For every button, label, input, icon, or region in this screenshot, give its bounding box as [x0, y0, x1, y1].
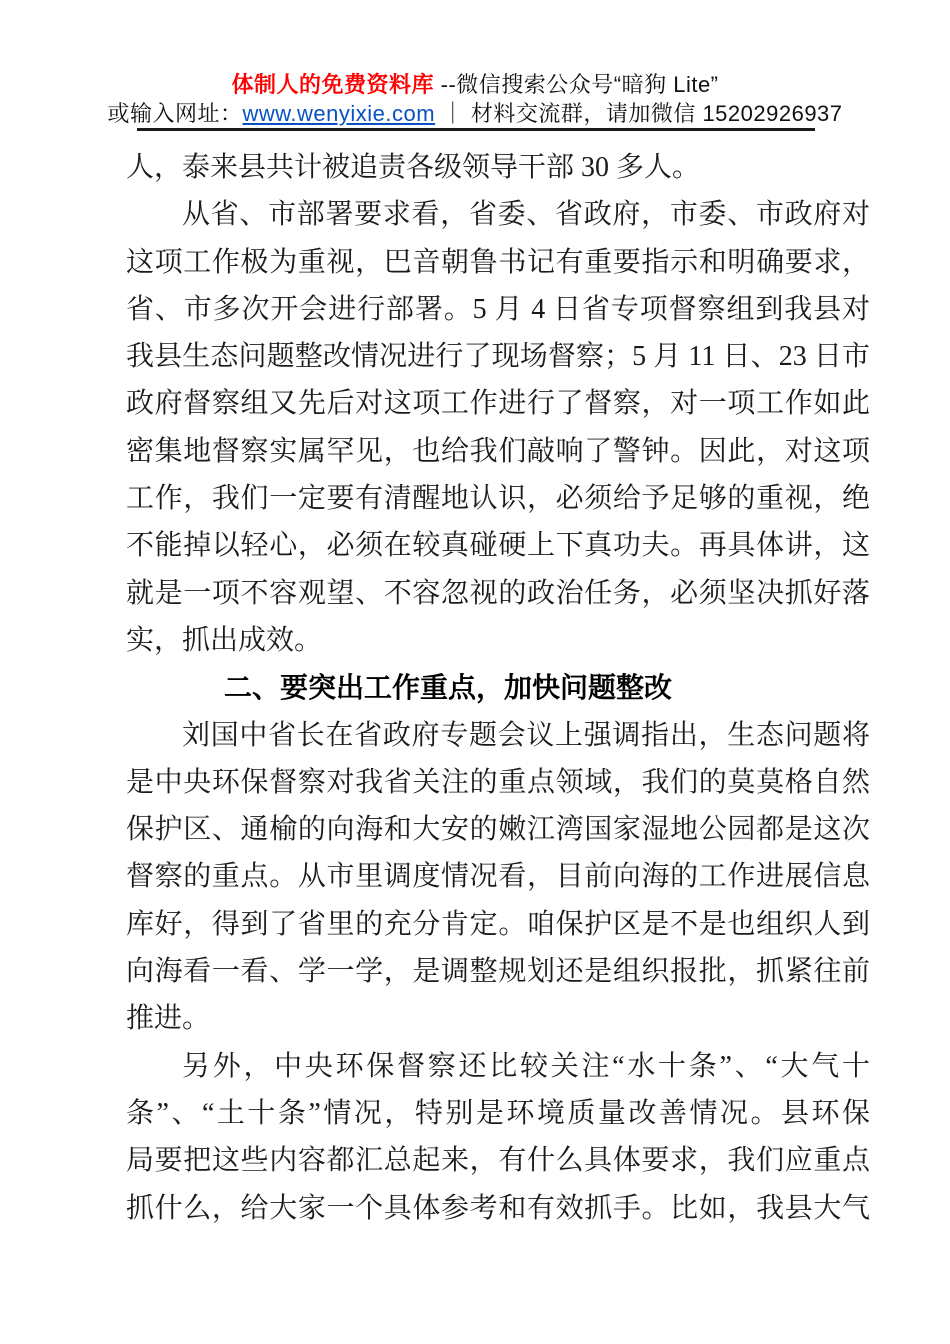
- header-divider-rule: [137, 128, 815, 131]
- paragraph-line: 政府督察组又先后对这项工作进行了督察，对一项工作如此: [126, 388, 870, 420]
- paragraph-line: 工作，我们一定要有清醒地认识，必须给予足够的重视，绝: [126, 483, 870, 515]
- promo-header: [0, 70, 950, 128]
- section-heading: 二、要突出工作重点，加快问题整改: [224, 672, 673, 704]
- website-link[interactable]: www.wenyixie.com: [242, 101, 436, 126]
- paragraph-line: 就是一项不容观望、不容忽视的政治任务，必须坚决抓好落: [126, 577, 870, 609]
- paragraph-line: 向海看一看、学一学，是调整规划还是组织报批，抓紧往前: [126, 956, 870, 988]
- paragraph-line: 是中央环保督察对我省关注的重点领域，我们的莫莫格自然: [126, 766, 870, 798]
- promo-header-line1: [0, 70, 950, 100]
- paragraph-line: 保护区、通榆的向海和大安的嫩江湾国家湿地公园都是这次: [126, 814, 870, 846]
- document-body: [126, 144, 870, 1232]
- paragraph-line: 不能掉以轻心，必须在较真碰硬上下真功夫。再具体讲，这: [126, 530, 870, 562]
- promo-header-line2: [0, 100, 950, 128]
- paragraph-line: 从省、市部署要求看，省委、省政府，市委、市政府对: [182, 199, 870, 231]
- paragraph-line: 库好，得到了省里的充分肯定。咱保护区是不是也组织人到: [126, 908, 870, 940]
- paragraph-line: 局要把这些内容都汇总起来，有什么具体要求，我们应重点: [126, 1145, 870, 1177]
- paragraph-line: 督察的重点。从市里调度情况看，目前向海的工作进展信息: [126, 861, 870, 893]
- paragraph-line: 省、市多次开会进行部署。5 月 4 日省专项督察组到我县对: [126, 293, 870, 325]
- separator-bar: ｜: [435, 101, 471, 126]
- paragraph-line: 条”、“土十条”情况，特别是环境质量改善情况。县环保: [126, 1097, 870, 1129]
- paragraph-line: 密集地督察实属罕见，也给我们敲响了警钟。因此，对这项: [126, 435, 870, 467]
- paragraph-line: 推进。: [126, 1003, 211, 1035]
- paragraph-line: 实，抓出成效。: [126, 624, 323, 656]
- paragraph-line: 我县生态问题整改情况进行了现场督察；5 月 11 日、23 日市: [126, 341, 870, 373]
- paragraph-line: 另外，中央环保督察还比较关注“水十条”、“大气十: [182, 1050, 870, 1082]
- paragraph-line: 刘国中省长在省政府专题会议上强调指出，生态问题将: [182, 719, 870, 751]
- website-prefix-label: 或输入网址：: [107, 101, 243, 126]
- paragraph-line: 这项工作极为重视，巴音朝鲁书记有重要指示和明确要求，: [126, 246, 870, 278]
- paragraph-line: 人，泰来县共计被追责各级领导干部 30 多人。: [126, 152, 701, 183]
- site-tagline: --微信搜索公众号“暗狗 Lite”: [434, 72, 719, 97]
- contact-group-label: 材料交流群，请加微信 15202926937: [470, 101, 843, 126]
- paragraph-line: 抓什么，给大家一个具体参考和有效抓手。比如，我县大气: [126, 1192, 870, 1224]
- site-brand: 体制人的免费资料库: [231, 72, 434, 97]
